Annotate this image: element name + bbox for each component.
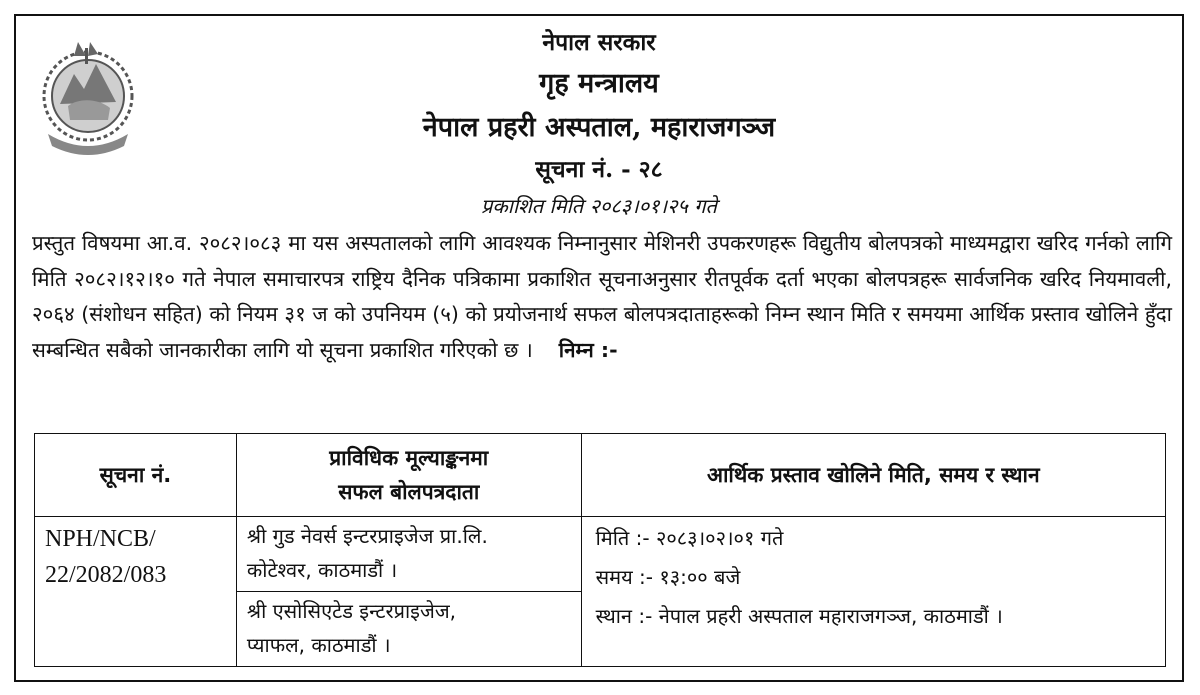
opening-place: स्थान :- नेपाल प्रहरी अस्पताल महाराजगञ्ज, काठमाडौं । [595, 604, 1003, 628]
published-date: प्रकाशित मिति २०८३।०१।२५ गते [481, 194, 717, 218]
notice-number: सूचना नं. - २८ [535, 156, 663, 183]
header-bidder-line2: सफल बोलपत्रदाता [338, 480, 480, 504]
follows-label: निम्न :- [558, 337, 618, 362]
table-header-row [35, 434, 1166, 517]
notice-code-cell [35, 517, 237, 667]
bidder-1 [236, 517, 581, 592]
bidder-table [34, 433, 1166, 667]
opening-time: समय :- १३:०० बजे [595, 565, 741, 589]
notice-body-text: प्रस्तुत विषयमा आ.व. २०८२।०८३ मा यस अस्पतालको लागि आवश्यक निम्नानुसार मेशिनरी उपकरणहरू विद्युतीय बोलपत्रको माध्यमद्वारा खरिद गर्नको लागि मिति २०८२।१२।१० गते नेपाल समाचारपत्र राष्ट्रिय दैनिक पत्रिकामा प्रकाशित सूचनाअनुसार रीतपूर्वक दर्ता भएका बोलपत्रहरू सार्वजनिक खरिद नियमावली, २०६४ (संशोधन सहित) को नियम ३१ ज को उपनियम (५) को प्रयोजनार्थ सफल बोलपत्रदाताहरूको निम्न स्थान मिति र समयमा आर्थिक प्रस्ताव खोलिने हुँदा सम्बन्धित सबैको जानकारीका लागि यो सूचना प्रकाशित गरिएको छ । [32, 231, 1172, 362]
bidder-2-name: श्री एसोसिएटेड इन्टरप्राइजेज, [246, 599, 457, 623]
notice-frame [14, 14, 1184, 682]
table-row [35, 517, 1166, 592]
header-bidder [236, 434, 581, 517]
ministry-name: गृह मन्त्रालय [539, 68, 659, 99]
government-name: नेपाल सरकार [542, 29, 656, 56]
notice-body [32, 226, 1172, 368]
notice-code-line1: NPH/NCB/ [45, 526, 156, 552]
opening-date: मिति :- २०८३।०२।०१ गते [595, 526, 784, 550]
bidder-1-name: श्री गुड नेवर्स इन्टरप्राइजेज प्रा.लि. [246, 524, 488, 548]
bidder-2-address: प्याफल, काठमाडौं । [246, 633, 391, 657]
bidder-2 [236, 592, 581, 667]
opening-details-cell [581, 517, 1165, 667]
hospital-name: नेपाल प्रहरी अस्पताल, महाराजगञ्ज [422, 112, 776, 143]
notice-code-line2: 22/2082/083 [45, 562, 167, 588]
header-opening: आर्थिक प्रस्ताव खोलिने मिति, समय र स्थान [581, 434, 1165, 517]
header-notice-no: सूचना नं. [35, 434, 237, 517]
notice-header [16, 24, 1182, 222]
header-bidder-line1: प्राविधिक मूल्याङ्कनमा [329, 446, 489, 470]
bidder-1-address: कोटेश्वर, काठमाडौं । [246, 558, 398, 582]
